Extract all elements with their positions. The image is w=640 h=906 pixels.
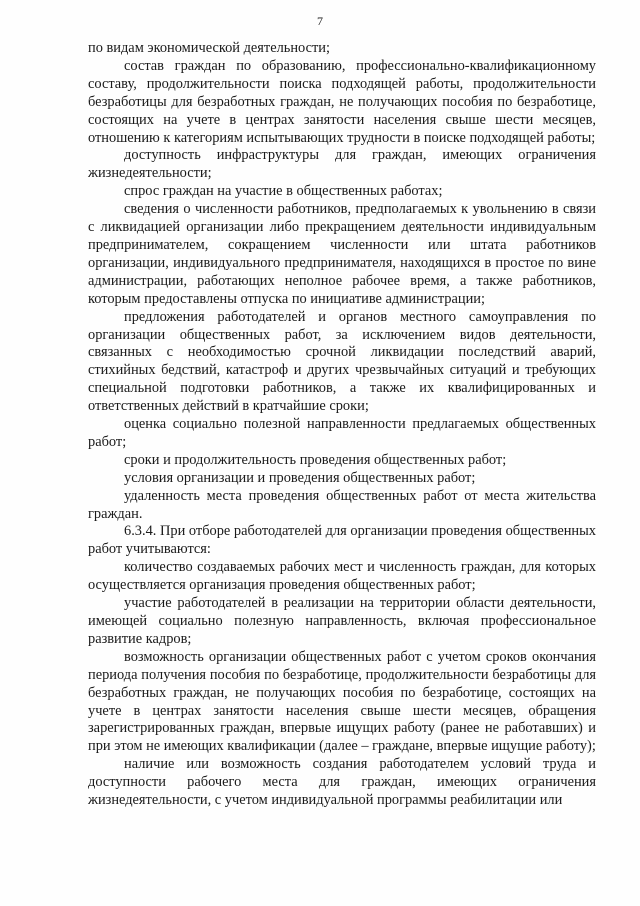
paragraph: доступность инфраструктуры для граждан, имеющих ограничения жизнедеятельности;: [88, 147, 596, 182]
paragraph: сроки и продолжительность проведения общественных работ;: [124, 451, 507, 468]
paragraph: 6.3.4. При отборе работодателей для организации проведения общественных работ учитываются:: [88, 523, 596, 558]
paragraph: оценка социально полезной направленности предлагаемых общественных работ;: [88, 416, 596, 450]
paragraph: возможность организации общественных работ с учетом сроков окончания периода получения пособия по безработице, продолжительности безработицы для безработных граждан, не получающих пособия по безработице, состоящих на учете в центрах занятости населения свыше шести месяцев, обращения зарегистрированных граждан, впервые ищущих работу (ранее не работавших) и при этом не имеющих квалификации (далее – граждане, впервые ищущие работу);: [88, 648, 596, 755]
paragraph: спрос граждан на участие в общественных работах;: [124, 183, 443, 200]
paragraph: состав граждан по образованию, профессионально-квалификационному составу, продолжительности поиска подходящей работы, продолжительности безработицы для безработных граждан, не получающих пособия по безработице, состоящих на учете в центрах занятости населения свыше шести месяцев, отношению к категориям испытывающих трудности в поиске подходящей работы;: [88, 57, 596, 146]
paragraph: наличие или возможность создания работодателем условий труда и доступности рабочего места для граждан, имеющих ограничения жизнедеятельности, с учетом индивидуальной программы реабилитации или: [88, 756, 596, 809]
paragraph: количество создаваемых рабочих мест и численность граждан, для которых осуществляется организация проведения общественных работ;: [88, 559, 596, 594]
page-number: 7: [317, 14, 323, 28]
paragraph: по видам экономической деятельности;: [88, 40, 330, 56]
paragraph: условия организации и проведения общественных работ;: [124, 469, 476, 486]
paragraph: удаленность места проведения общественных работ от места жительства граждан.: [88, 487, 596, 522]
paragraph: участие работодателей в реализации на территории области деятельности, имеющей социально полезную направленность, включая профессиональное развитие кадров;: [88, 595, 596, 647]
document-body: [88, 40, 596, 810]
paragraph: сведения о численности работников, предполагаемых к увольнению в связи с ликвидацией организации либо прекращением деятельности индивидуальным предпринимателем, сокращением численности или штата работников организации, индивидуального предпринимателя, находящихся в простое по вине администрации, работающих неполное рабочее время, а также работников, которым предоставлены отпуска по инициативе администрации;: [88, 201, 596, 307]
paragraph: предложения работодателей и органов местного самоуправления по организации общественных работ, за исключением видов деятельности, связанных с необходимостью срочной ликвидации последствий аварий, стихийных бедствий, катастроф и других чрезвычайных ситуаций и требующих специальной подготовки работников, а также их квалифицированных и ответственных действий в кратчайшие сроки;: [88, 308, 596, 415]
